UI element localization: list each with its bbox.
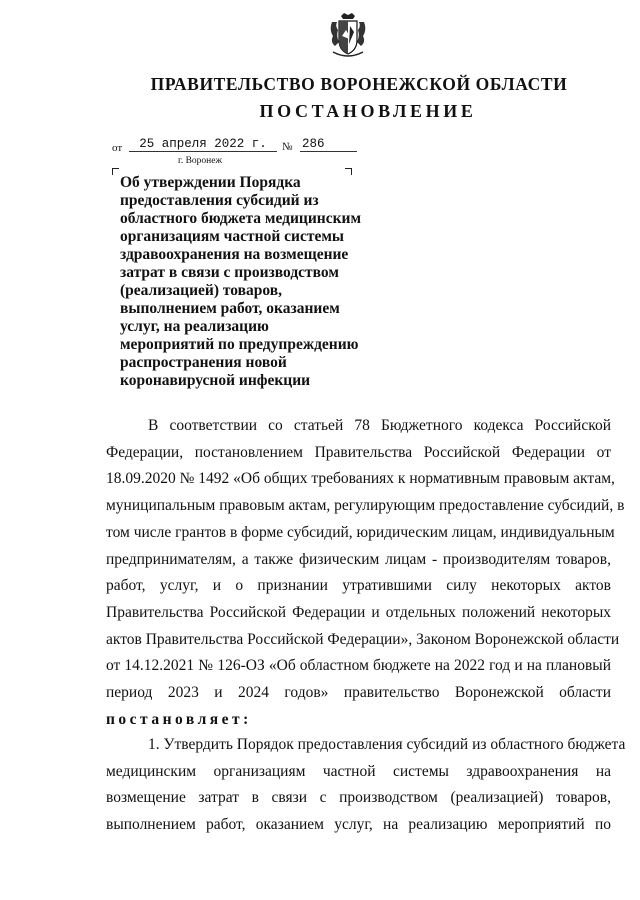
subject-line: Об утверждении Порядка <box>120 174 301 191</box>
preamble-line: 18.09.2020 № 1492 «Об общих требованиях к нормативным правовым актам, <box>106 470 615 488</box>
government-title: ПРАВИТЕЛЬСТВО ВОРОНЕЖСКОЙ ОБЛАСТИ <box>150 74 568 94</box>
date-number-line <box>112 137 372 157</box>
subject-line: коронавирусной инфекции <box>120 372 311 389</box>
subject-line: мероприятий по предупреждению <box>120 336 359 353</box>
number-sign: № <box>282 141 293 153</box>
item-1-paragraph <box>106 732 626 839</box>
item-line: возмещение затрат в связи с производством (реализацией) товаров, <box>106 789 611 807</box>
item-line: медицинским организациям частной системы здравоохранения на <box>106 762 611 780</box>
subject-line: затрат в связи с производством <box>120 264 339 281</box>
subject-bracket-left <box>112 168 119 175</box>
resolve-word: постановляет: <box>106 710 252 728</box>
subject-line: предоставления субсидий из <box>120 192 319 209</box>
preamble-line: Правительства Российской Федерации и отдельных положений некоторых <box>106 603 611 621</box>
subject-line: организациям частной системы <box>120 228 344 245</box>
subject-line: (реализацией) товаров, <box>120 282 282 299</box>
preamble-line: В соответствии со статьей 78 Бюджетного кодекса Российской <box>148 417 611 434</box>
preamble-line: предпринимателям, а также физическим лицам - производителям товаров, <box>106 550 611 568</box>
coat-of-arms-icon <box>327 12 369 62</box>
document-subject <box>120 174 375 390</box>
subject-line: услуг, на реализацию <box>120 318 269 335</box>
subject-line: выполнением работ, оказанием <box>120 300 340 317</box>
preamble-line: муниципальным правовым актам, регулирующим предоставление субсидий, в <box>106 497 625 515</box>
preamble-line: Федерации, постановлением Правительства Российской Федерации от <box>106 443 611 461</box>
document-type: ПОСТАНОВЛЕНИЕ <box>259 101 477 121</box>
document-date: 25 апреля 2022 г. <box>129 137 277 152</box>
item-line: выполнением работ, оказанием услуг, на реализацию мероприятий по <box>106 816 611 834</box>
subject-line: распространения новой <box>120 354 287 371</box>
item-line: 1. Утвердить Порядок предоставления субсидий из областного бюджета <box>148 736 626 753</box>
preamble-line: том числе грантов в форме субсидий, юридическим лицам, индивидуальным <box>106 523 615 541</box>
subject-line: здравоохранения на возмещение <box>120 246 349 263</box>
preamble-line: актов Правительства Российской Федерации», Законом Воронежской области <box>106 630 620 648</box>
preamble-paragraph <box>106 413 625 733</box>
subject-line: областного бюджета медицинским <box>120 210 361 227</box>
date-prefix: от <box>112 142 123 154</box>
preamble-line: от 14.12.2021 № 126-ОЗ «Об областном бюджете на 2022 год и на плановый <box>106 657 611 675</box>
document-number: 286 <box>300 137 357 152</box>
preamble-line: период 2023 и 2024 годов» правительство Воронежской области <box>106 684 611 702</box>
city-label: г. Воронеж <box>178 156 223 166</box>
preamble-line: работ, услуг, и о признании утратившими силу некоторых актов <box>106 577 611 595</box>
